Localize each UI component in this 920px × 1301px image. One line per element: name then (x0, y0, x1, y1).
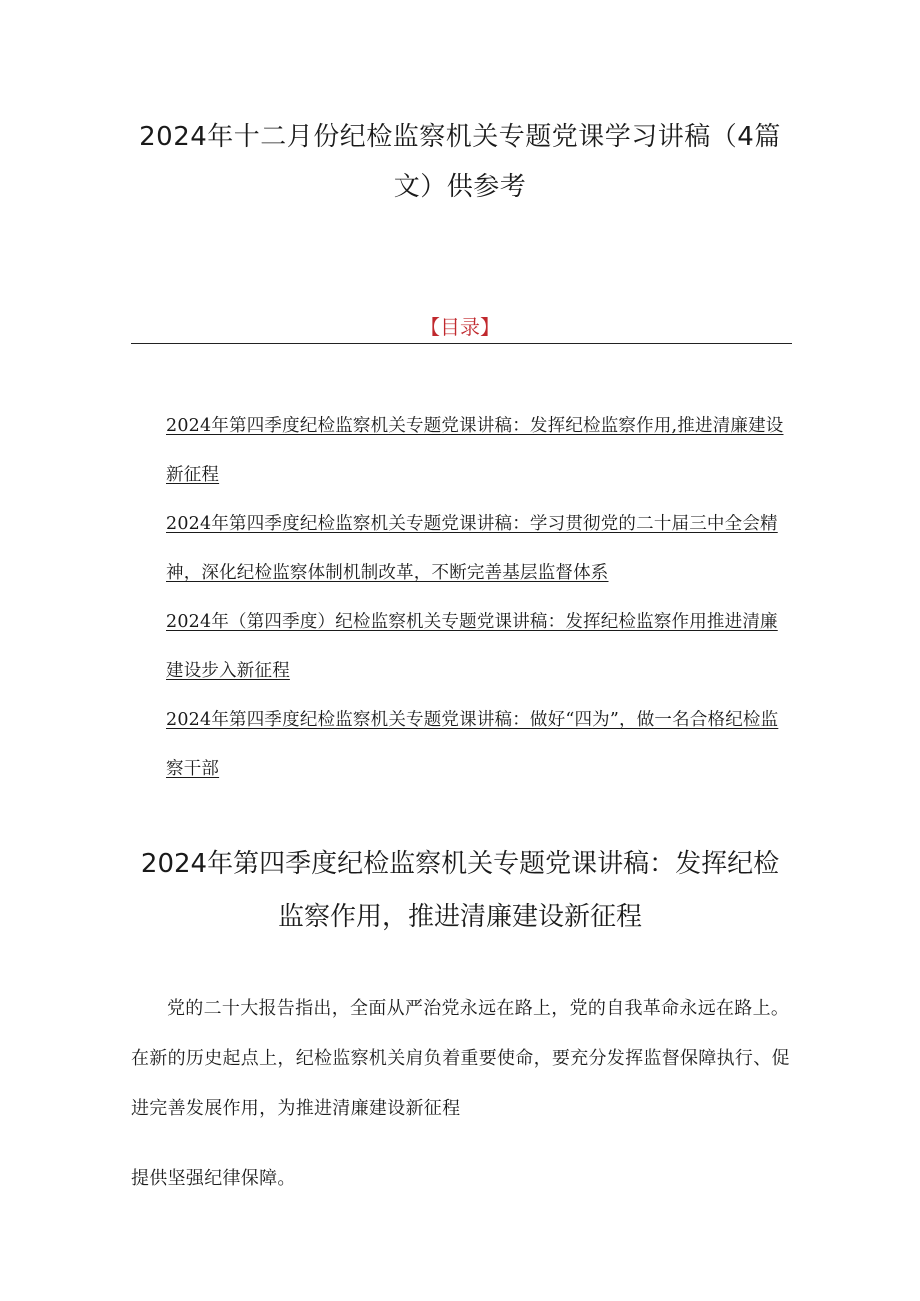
section-title: 2024年第四季度纪检监察机关专题党课讲稿：发挥纪检监察作用，推进清廉建设新征程 (140, 849, 780, 932)
body-paragraph-continued: 提供坚强纪律保障。 (131, 1168, 296, 1189)
toc-link-4[interactable]: 2024年第四季度纪检监察机关专题党课讲稿：做好“四为”，做一名合格纪检监察干部 (166, 710, 779, 779)
toc-link-3[interactable]: 2024年（第四季度）纪检监察机关专题党课讲稿：发挥纪检监察作用推进清廉建设步入新征程 (166, 612, 778, 681)
toc-link-1[interactable]: 2024年第四季度纪检监察机关专题党课讲稿：发挥纪检监察作用,推进清廉建设新征程 (166, 416, 784, 485)
toc-divider (131, 343, 792, 344)
body-paragraph: 党的二十大报告指出，全面从严治党永远在路上，党的自我革命永远在路上。在新的历史起点上，纪检监察机关肩负着重要使命，要充分发挥监督保障执行、促进完善发展作用，为推进清廉建设新征程 (131, 998, 790, 1119)
toc-heading: 【目录】 (420, 315, 500, 339)
document-title: 2024年十二月份纪检监察机关专题党课学习讲稿（4篇文）供参考 (139, 122, 781, 202)
toc-link-2[interactable]: 2024年第四季度纪检监察机关专题党课讲稿：学习贯彻党的二十届三中全会精神，深化纪检监察体制机制改革，不断完善基层监督体系 (166, 514, 778, 583)
table-of-contents (166, 402, 791, 794)
